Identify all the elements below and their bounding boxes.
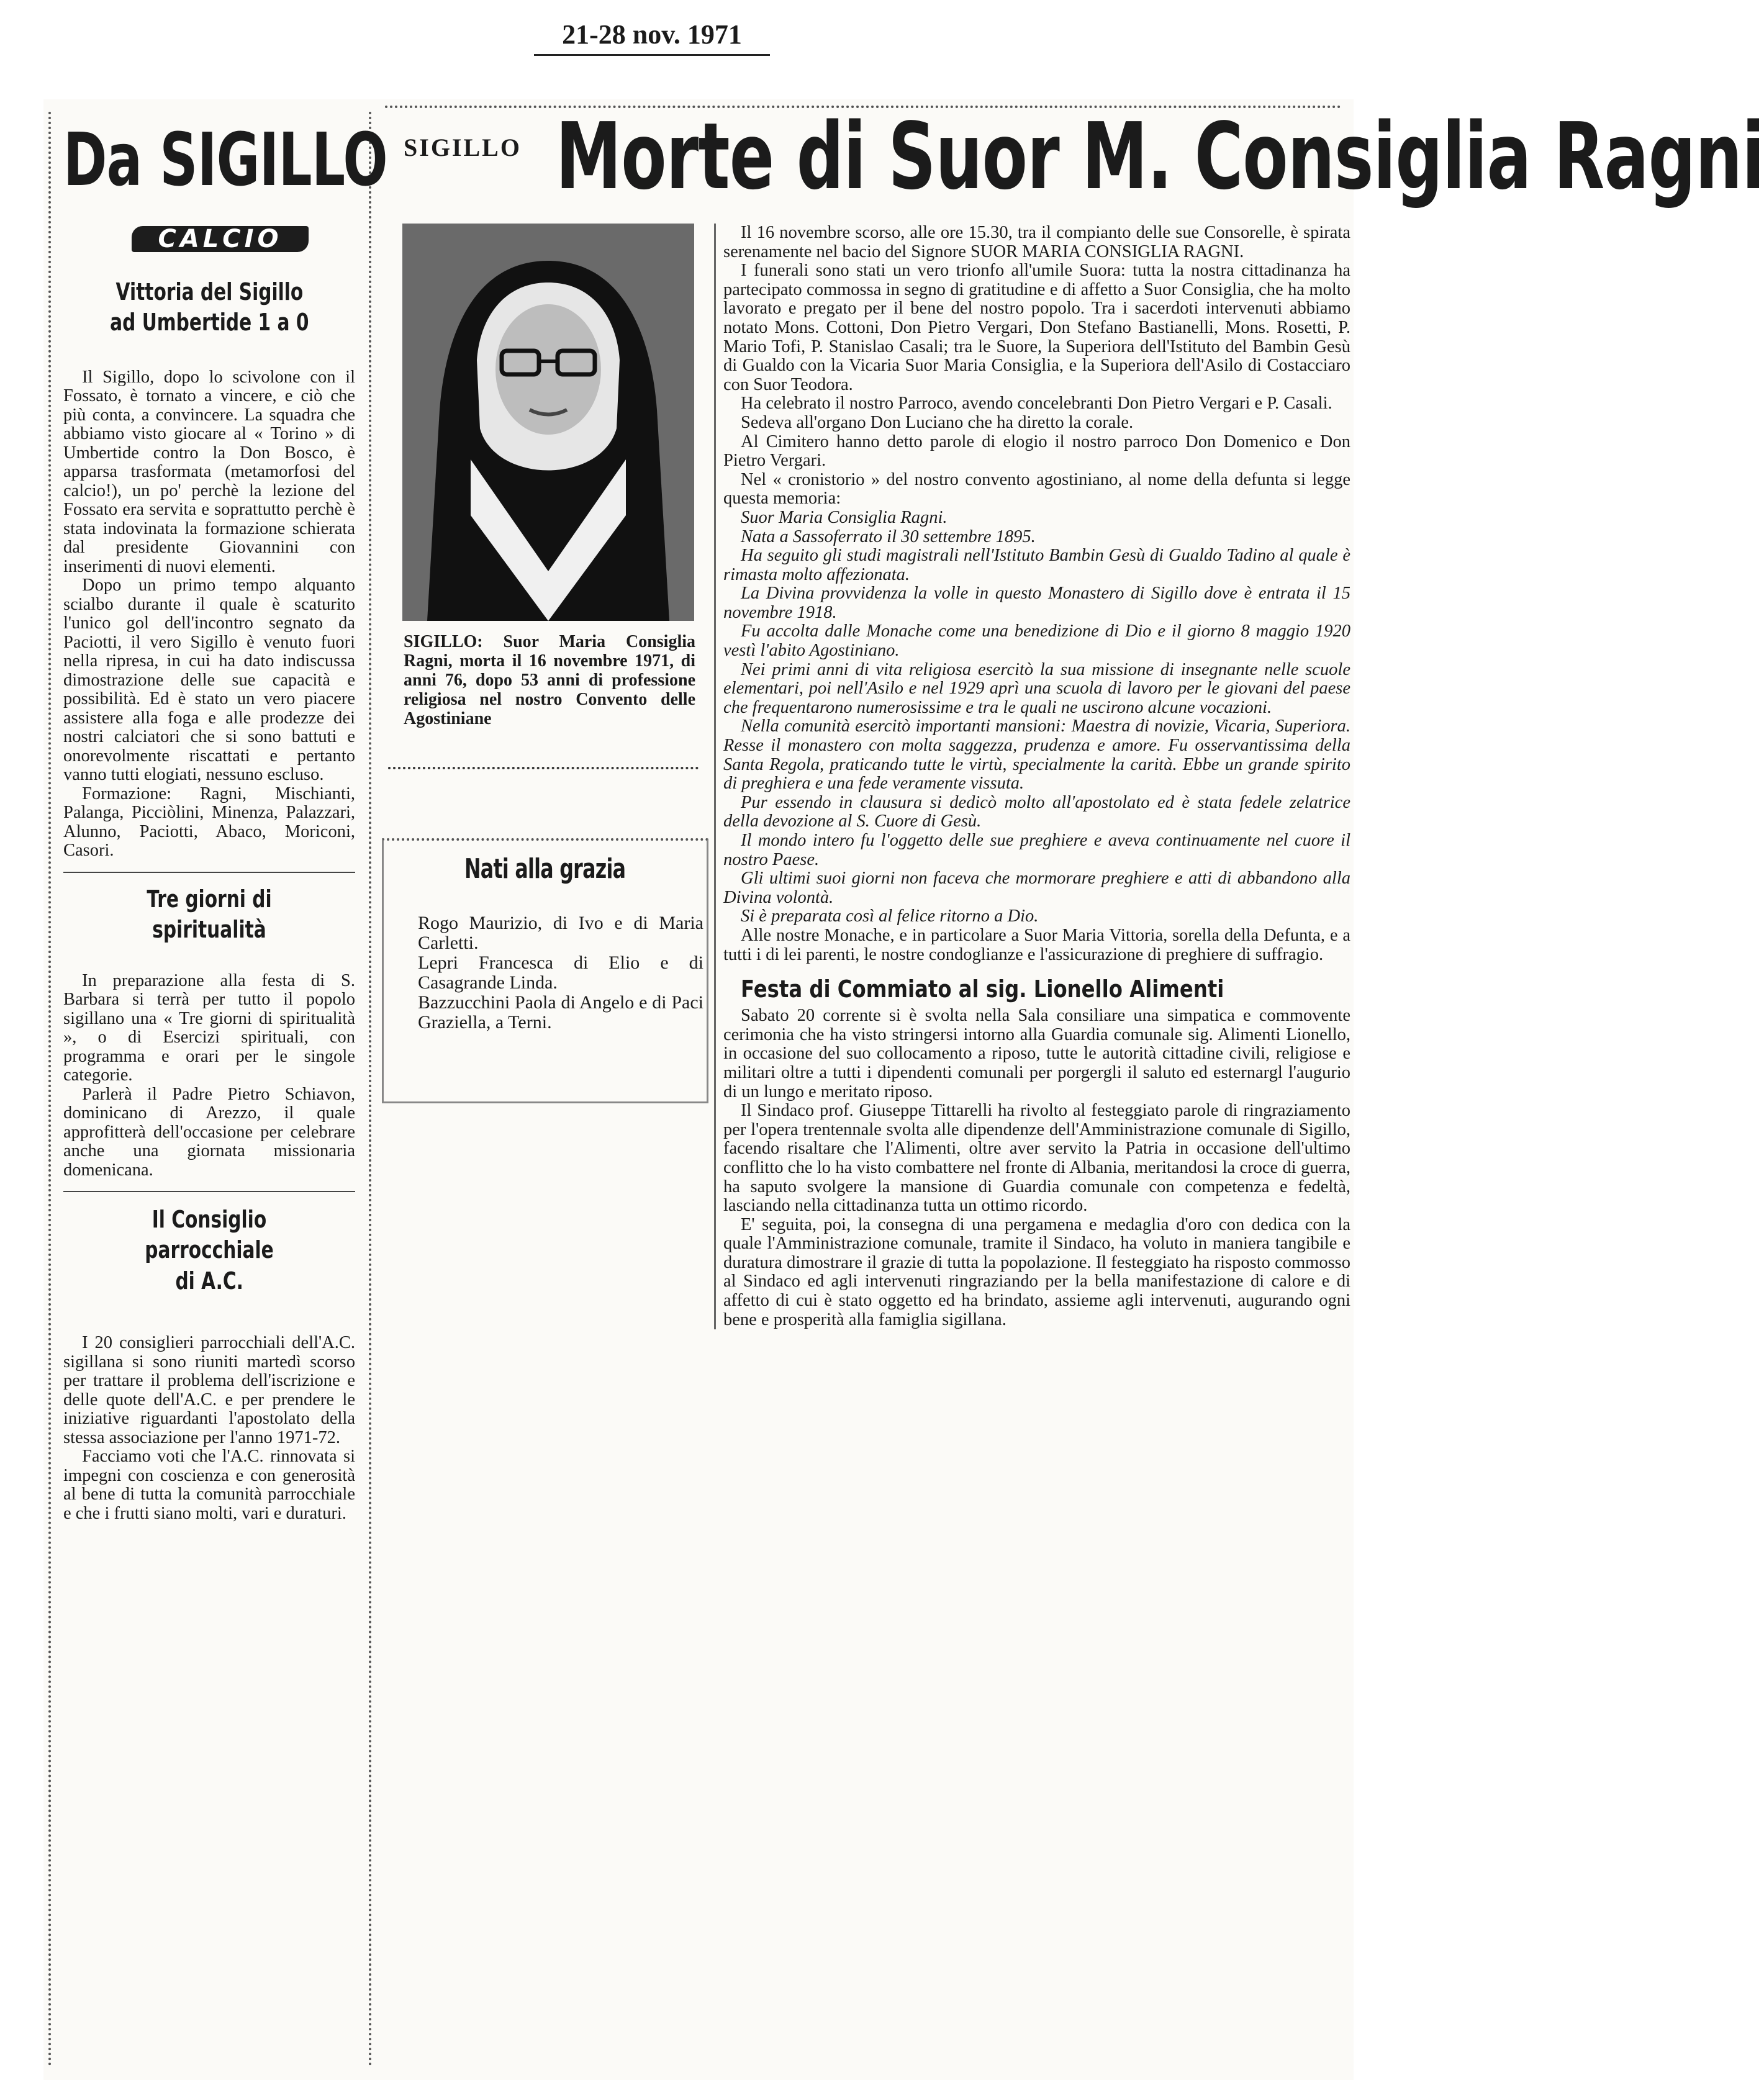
festa-paragraph: E' seguita, poi, la consegna di una pergamena e medaglia d'oro con dedica con la quale l'Amministrazione comunale, tramite il Sindaco, ha voluto in maniera tangibile e duratura dimostrare il grazie di tutta la popolazione. Il festeggiato ha risposto commosso al Sindaco ed agli intervenuti ringraziando per la bella manifestazione di calore e di affetto di cui è stato oggetto ed ha brindato, assieme agli intervenuti, augurando ogni bene e prosperità alla famiglia sigillana. xyxy=(723,1214,1350,1329)
obituary-paragraph: I funerali sono stati un vero trionfo all'umile Suora: tutta la nostra cittadinanza ha partecipato commossa in segno di gratitudine e di affetto a Suor Consiglia, che ha molto lavorato e pregato per il bene del nostro popolo. Tra i sacerdoti intervenuti abbiamo notato Mons. Cottoni, Don Pietro Vergari, Don Stefano Bastianelli, Mons. Rosetti, P. Mario Tofi, P. Stanislao Casali; tra le Suore, la Superiora dell'Istituto del Bambin Gesù di Gualdo con la Vicaria Suor Maria Consiglia, e la Superiora dell'Asilo di Costacciaro con Suor Teodora. xyxy=(723,261,1350,394)
article3-paragraph: I 20 consiglieri parrocchiali dell'A.C. sigillana si sono riuniti martedì scorso per trattare il problema dell'iscrizione e delle quote dell'A.C. e per prendere le iniziative riguardanti l'apostolato della stessa associazione per l'anno 1971-72. xyxy=(63,1333,355,1447)
page-date: 21-28 nov. 1971 xyxy=(534,19,770,56)
obituary-paragraph: Alle nostre Monache, e in particolare a Suor Maria Vittoria, sorella della Defunta, e a tutti i di lei parenti, le nostre condoglianze e l'assicurazione di preghiere di suffragio. xyxy=(723,925,1350,964)
nun-portrait-icon xyxy=(402,224,694,621)
nun-portrait-photo xyxy=(402,224,694,621)
births-box xyxy=(382,838,708,1103)
obituary-paragraph: Nel « cronistorio » del nostro convento agostiniano, al nome della defunta si legge questa memoria: xyxy=(723,469,1350,509)
festa-body xyxy=(723,1006,1350,1329)
article2-body xyxy=(63,972,355,1180)
obituary-paragraph: Si è preparata così al felice ritorno a Dio. xyxy=(741,907,1039,926)
obituary-paragraph: Sedeva all'organo Don Luciano che ha diretto la corale. xyxy=(741,412,1134,432)
obituary-paragraph: Nei primi anni di vita religiosa esercitò la sua missione di insegnante nelle scuole elementari, poi nell'Asilo e nel 1929 aprì una scuola di lavoro per le giovani del paese che frequentarono numerosissime e tra le quali ne uscirono alcune vocazioni. xyxy=(723,659,1350,717)
column-title: Da SIGILLO xyxy=(63,117,387,202)
main-headline: Morte di Suor M. Consiglia Ragni xyxy=(556,103,1764,210)
article1-paragraph: Formazione: Ragni, Mischianti, Palanga, Picciòlini, Minenza, Palazzari, Alunno, Paciotti, Abaco, Moriconi, Casori. xyxy=(63,784,355,861)
divider xyxy=(63,1191,355,1192)
obituary-paragraph: Suor Maria Consiglia Ragni. xyxy=(741,507,948,527)
festa-headline: Festa di Commiato al sig. Lionello Alimenti xyxy=(741,975,1224,1003)
obituary-paragraph: Il 16 novembre scorso, alle ore 15.30, tra il compianto delle sue Consorelle, è spirata serenamente nel bacio del Signore SUOR MARIA CONSIGLIA RAGNI. xyxy=(723,223,1350,261)
obituary-paragraph: Nata a Sassoferrato il 30 settembre 1895. xyxy=(741,527,1036,546)
divider xyxy=(388,767,699,769)
article1-headline: Vittoria del Sigillo ad Umbertide 1 a 0 xyxy=(109,278,309,337)
article3-headline: Il Consiglio parrocchiale di A.C. xyxy=(145,1206,274,1295)
divider xyxy=(63,872,355,873)
obituary-paragraph: Il mondo intero fu l'oggetto delle sue preghiere e aveva continuamente nel cuore il nostro Paese. xyxy=(723,831,1350,869)
festa-paragraph: Il Sindaco prof. Giuseppe Tittarelli ha rivolto al festeggiato parole di ringraziamento per l'opera trentennale svolta alle dipendenze dell'Amministrazione comunale di Sigillo, facendo risaltare che l'Alimenti, oltre aver servito la Patria in occasione dell'ultimo conflitto che lo ha visto combattere nel fronte di Albania, meritandosi la croce di guerra, ha saputo svolgere la mansione di Guardia comunale con competenza e fedeltà, lasciando nella cittadinanza tutta un ottimo ricordo. xyxy=(723,1101,1350,1216)
article1-paragraph: Dopo un primo tempo alquanto scialbo durante il quale è scaturito l'unico gol dell'incontro segnato da Paciotti, il vero Sigillo è venuto fuori nella ripresa, in cui ha dato indiscussa dimostrazione delle sue capacità e possibilità. Ed è stato un vero piacere assistere alla foga e alle prodezze dei nostri calciatori che si sono battuti e onorevolmente riscattati e pertanto vanno tutti elogiati, nessuno escluso. xyxy=(63,576,355,785)
kicker: SIGILLO xyxy=(404,133,522,161)
main-headline-box xyxy=(385,103,1764,210)
obituary-body xyxy=(723,224,1350,964)
article1-paragraph: Il Sigillo, dopo lo scivolone con il Fossato, è tornato a vincere, e ciò che più conta, a convincere. La squadra che abbiamo visto giocare al « Torino » di Umbertide contro la Don Bosco, è apparsa trasformata (metamorfosi del calcio!), un po' perchè la lezione del Fossato era servita e soprattutto perchè è stata indovinata la formazione schierata dal presidente Giovannini con inserimenti di nuovi elementi. xyxy=(63,367,355,576)
obituary-paragraph: Ha seguito gli studi magistrali nell'Istituto Bambin Gesù di Gualdo Tadino al quale è rimasta molto affezionata. xyxy=(723,546,1350,584)
obituary-paragraph: Fu accolta dalle Monache come una benedizione di Dio e il giorno 8 maggio 1920 vestì l'abito Agostiniano. xyxy=(723,622,1350,661)
article1-body xyxy=(63,368,355,861)
births-list xyxy=(418,913,703,1033)
calcio-badge: CALCIO xyxy=(132,226,309,252)
article2-paragraph: In preparazione alla festa di S. Barbara si terrà per tutto il popolo sigillano una « Tre giorni di spiritualità », o di Esercizi spirituali, con programma e orari per le singole categorie. xyxy=(63,970,355,1085)
obituary-article xyxy=(714,224,1350,1329)
obituary-paragraph: Gli ultimi suoi giorni non faceva che mormorare preghiere e atti di abbandono alla Divina volontà. xyxy=(723,869,1350,907)
article2-headline: Tre giorni di spiritualità xyxy=(147,885,272,944)
left-column xyxy=(48,112,387,2068)
photo-caption: SIGILLO: Suor Maria Consiglia Ragni, morta il 16 novembre 1971, di anni 76, dopo 53 anni di professione religiosa nel nostro Convento delle Agostiniane xyxy=(404,632,695,728)
article3-paragraph: Facciamo voti che l'A.C. rinnovata si impegni con coscienza e con generosità al bene di tutta la comunità parrocchiale e che i frutti siano molti, vari e duraturi. xyxy=(63,1447,355,1523)
obituary-paragraph: Al Cimitero hanno detto parole di elogio il nostro parroco Don Domenico e Don Pietro Vergari. xyxy=(723,432,1350,471)
article2-paragraph: Parlerà il Padre Pietro Schiavon, dominicano di Arezzo, il quale approfitterà dell'occasione per celebrare anche una giornata missionaria domenicana. xyxy=(63,1084,355,1180)
obituary-paragraph: Ha celebrato il nostro Parroco, avendo concelebranti Don Pietro Vergari e P. Casali. xyxy=(741,394,1332,414)
article3-body xyxy=(63,1334,355,1523)
list-item: Rogo Maurizio, di Ivo e di Maria Carletti. xyxy=(418,913,703,953)
obituary-paragraph: La Divina provvidenza la volle in questo Monastero di Sigillo dove è entrata il 15 novembre 1918. xyxy=(723,584,1350,622)
births-title: Nati alla grazia xyxy=(464,853,626,885)
obituary-paragraph: Pur essendo in clausura si dedicò molto all'apostolato ed è stata fedele zelatrice della devozione al S. Cuore di Gesù. xyxy=(723,792,1350,831)
obituary-paragraph: Nella comunità esercitò importanti mansioni: Maestra di novizie, Vicaria, Superiora. Resse il monastero con molta saggezza, prudenza e amore. Fu osservantissima della Santa Regola, praticando tutte le virtù, specialmente la carità. Ebbe un grande spirito di preghiera e una fede veramente vissuta. xyxy=(723,717,1350,794)
list-item: Lepri Francesca di Elio e di Casagrande Linda. xyxy=(418,952,703,993)
list-item: Bazzucchini Paola di Angelo e di Paci Graziella, a Terni. xyxy=(418,992,703,1033)
festa-paragraph: Sabato 20 corrente si è svolta nella Sala consiliare una simpatica e commovente cerimonia che ha visto stringersi intorno alla Guardia comunale sig. Alimenti Lionello, in occasione del suo collocamento a riposo, tutte le autorità cittadine civili, religiose e militari oltre a tutti i dipendenti comunali per porgergli il saluto ed esternargl l'augurio di un lungo e meritato riposo. xyxy=(723,1006,1350,1101)
